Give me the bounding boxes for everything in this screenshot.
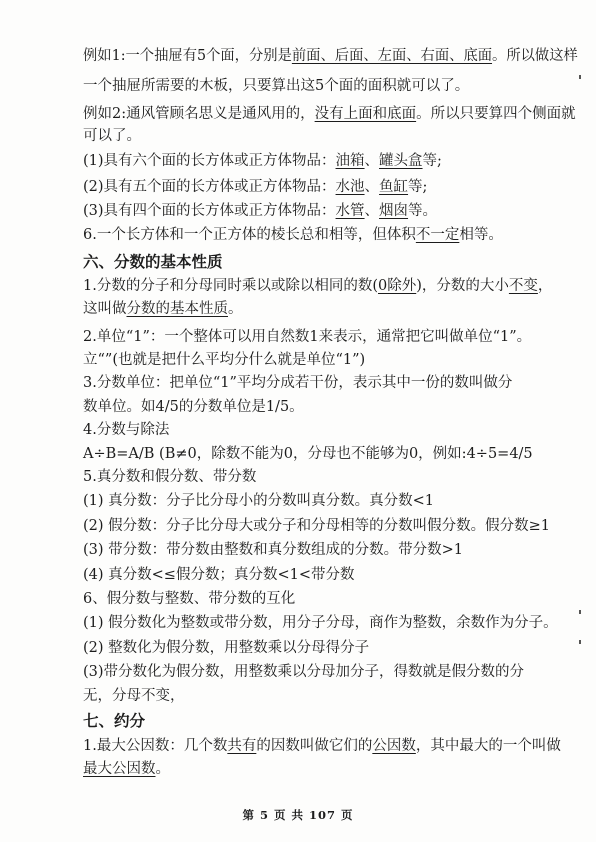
text-line <box>83 328 531 346</box>
text-span: 数单位。如4/5的分数单位是1/5。 <box>83 399 304 415</box>
underlined-text: 0除外 <box>378 278 417 294</box>
text-line <box>83 468 256 486</box>
text-span: ， <box>537 278 553 294</box>
underlined-text: 没有上面和底面 <box>314 106 417 122</box>
underlined-text: 最大公因数 <box>83 761 156 777</box>
text-line <box>83 687 185 705</box>
text-span: (1) 真分数：分子比分母小的分数叫真分数。真分数<1 <box>83 493 435 509</box>
text-line <box>83 445 533 463</box>
text-span: 七、约分 <box>83 712 146 730</box>
text-line <box>83 492 434 510</box>
underlined-text: 共有 <box>227 738 257 754</box>
underlined-text: 鱼缸 <box>379 179 409 195</box>
text-line <box>83 277 552 295</box>
text-line <box>83 202 437 220</box>
text-span: 5.真分数和假分数、带分数 <box>83 469 257 485</box>
text-span: 无，分母不变， <box>83 688 185 704</box>
scan-mark <box>579 640 581 644</box>
underlined-text: 罐头盒 <box>379 153 423 169</box>
text-span: 。所以只要算四个侧面就 <box>416 106 576 122</box>
text-line <box>83 737 561 755</box>
text-span: 、 <box>364 203 380 219</box>
text-span: 一个抽屉所需要的木板，只要算出这5个面的面积就可以了。 <box>83 78 470 94</box>
text-span: 。 <box>155 761 170 777</box>
text-line <box>83 517 550 535</box>
text-span: (4) 真分数<≤假分数；真分数<1<带分数 <box>83 567 355 583</box>
text-line <box>83 178 427 196</box>
text-span: ，其中最大的一个叫做 <box>415 738 561 754</box>
text-span: (3) 带分数：带分数由整数和真分数组成的分数。带分数>1 <box>83 542 464 558</box>
text-span: (2) 整数化为假分数，用整数乘以分母得分子 <box>83 640 370 656</box>
text-line <box>83 300 243 318</box>
text-span: 例如2:通风管顾名思义是通风用的， <box>83 106 315 122</box>
text-span: 。所以做这样 <box>492 48 578 64</box>
text-span: 等; <box>422 153 442 169</box>
underlined-text: 不变 <box>508 278 538 294</box>
text-span: (1) 假分数化为整数或带分数，用分子分母，商作为整数，余数作为分子。 <box>83 615 558 631</box>
text-line <box>83 421 169 439</box>
text-span: 等; <box>408 179 428 195</box>
text-line <box>83 566 354 584</box>
text-line <box>83 152 442 170</box>
text-span: 立“”(也就是把什么平均分什么就是单位“1”) <box>83 352 366 368</box>
page-footer: 第 5 页 共 107 页 <box>242 808 354 822</box>
scan-mark <box>579 610 581 614</box>
text-span: (3)带分数化为假分数，用整数乘以分母加分子，得数就是假分数的分 <box>83 664 525 680</box>
text-line <box>83 614 558 632</box>
text-span: 的因数叫做它们的 <box>256 738 373 754</box>
text-span: 6.一个长方体和一个正方体的棱长总和相等，但体积 <box>83 227 416 243</box>
text-span: (1)具有六个面的长方体或正方体物品： <box>83 153 336 169</box>
text-line <box>83 77 469 95</box>
text-line <box>83 639 369 657</box>
text-span: )，分数的大小 <box>416 278 509 294</box>
text-line <box>83 351 365 369</box>
text-line <box>83 374 512 392</box>
underlined-text: 油箱 <box>335 153 365 169</box>
underlined-text: 烟囱 <box>379 203 409 219</box>
underlined-text: 水管 <box>335 203 365 219</box>
text-span: (2)具有五个面的长方体或正方体物品： <box>83 179 336 195</box>
text-span: 1.最大公因数：几个数 <box>83 738 228 754</box>
text-line <box>83 541 463 559</box>
text-span: 等。 <box>408 203 438 219</box>
text-span: 2.单位“1”：一个整体可以用自然数1来表示，通常把它叫做单位“1”。 <box>83 329 532 345</box>
underlined-text: 分数的基本性质 <box>126 301 228 317</box>
text-line <box>83 590 295 608</box>
scan-mark <box>579 75 581 79</box>
text-span: 1.分数的分子和分母同时乘以或除以相同的数( <box>83 278 378 294</box>
text-span: (3)具有四个面的长方体或正方体物品： <box>83 203 336 219</box>
text-span: 这叫做 <box>83 301 127 317</box>
text-span: 可以了。 <box>83 128 141 144</box>
section-heading <box>83 712 145 730</box>
text-line <box>83 663 524 681</box>
text-span: A÷B=A/B (B≠0，除数不能为0，分母也不能够为0，例如:4÷5=4/5 <box>83 446 533 462</box>
text-line <box>83 226 503 244</box>
underlined-text: 水池 <box>335 179 365 195</box>
underlined-text: 不一定 <box>415 227 460 243</box>
text-span: 六、分数的基本性质 <box>83 253 223 271</box>
underlined-text: 前面、后面、左面、右面、底面 <box>291 48 493 64</box>
text-line <box>83 760 170 778</box>
text-span: 、 <box>364 153 380 169</box>
text-span: 。 <box>228 301 243 317</box>
text-span: 相等。 <box>459 227 503 243</box>
text-span: 6、假分数与整数、带分数的互化 <box>83 591 296 607</box>
text-span: 3.分数单位：把单位“1”平均分成若干份，表示其中一份的数叫做分 <box>83 375 513 391</box>
text-line <box>83 127 141 145</box>
text-span: 4.分数与除法 <box>83 422 170 438</box>
underlined-text: 公因数 <box>372 738 416 754</box>
text-line <box>83 47 578 65</box>
text-line <box>83 398 304 416</box>
text-span: (2) 假分数：分子比分母大或分子和分母相等的分数叫假分数。假分数≥1 <box>83 518 551 534</box>
section-heading <box>83 253 223 271</box>
text-span: 例如1:一个抽屉有5个面，分别是 <box>83 48 292 64</box>
text-line <box>83 105 576 123</box>
text-span: 、 <box>364 179 380 195</box>
